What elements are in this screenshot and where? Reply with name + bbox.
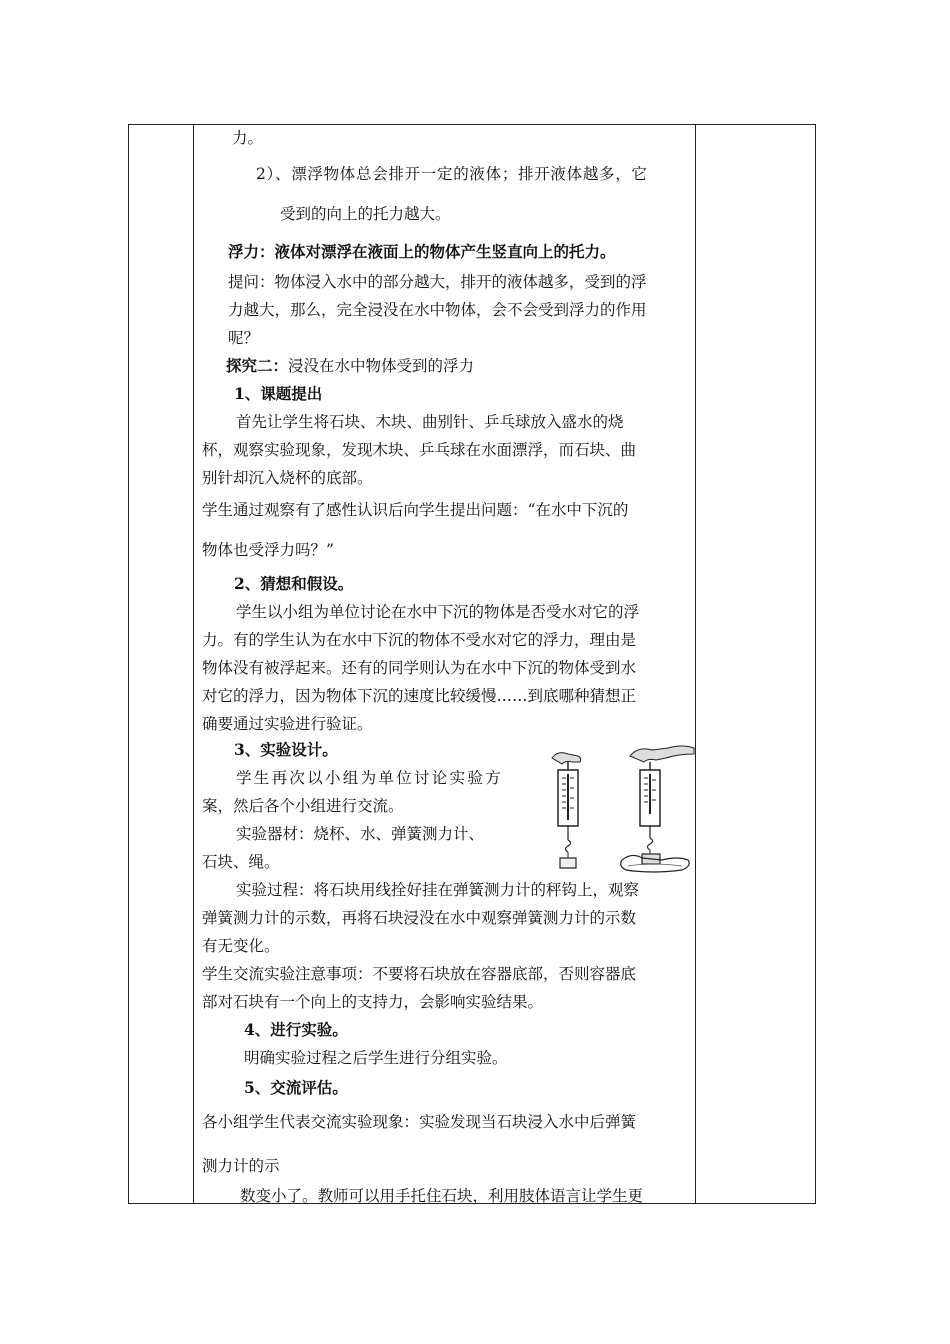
- text-line: 部对石块有一个向上的支持力，会影响实验结果。: [202, 993, 544, 1011]
- text-line: 物体没有被浮起来。还有的同学则认为在水中下沉的物体受到水: [202, 659, 637, 677]
- text-line: 学生以小组为单位讨论在水中下沉的物体是否受水对它的浮: [236, 603, 640, 621]
- text-line: 首先让学生将石块、木块、曲别针、乒乓球放入盛水的烧: [236, 413, 624, 431]
- text-line: 明确实验过程之后学生进行分组实验。: [244, 1049, 508, 1067]
- column-divider-left: [193, 125, 194, 1203]
- text-line: 力越大，那么，完全浸没在水中物体，会不会受到浮力的作用: [228, 301, 647, 319]
- text-line: 数变小了。教师可以用手托住石块，利用肢体语言让学生更: [240, 1187, 644, 1205]
- section-title: 浸没在水中物体受到的浮力: [288, 357, 475, 375]
- text-line: 案，然后各个小组进行交流。: [202, 797, 404, 815]
- text-line: 杯，观察实验现象，发现木块、乒乓球在水面漂浮，而石块、曲: [202, 441, 637, 459]
- section-heading: [226, 356, 474, 376]
- sub-heading: 4、进行实验。: [244, 1020, 348, 1039]
- text-line: 实验过程：将石块用线拴好挂在弹簧测力计的秤钩上，观察: [236, 881, 640, 899]
- text-line: 学生通过观察有了感性认识后向学生提出问题：“在水中下沉的: [202, 501, 629, 519]
- text-line: 对它的浮力，因为物体下沉的速度比较缓慢……到底哪种猜想正: [202, 687, 637, 705]
- text-line: 力。有的学生认为在水中下沉的物体不受水对它的浮力，理由是: [202, 631, 637, 649]
- text-line: 物体也受浮力吗？”: [202, 541, 334, 559]
- text-line: 石块、绳。: [202, 853, 280, 871]
- text-line: 各小组学生代表交流实验现象：实验发现当石块浸入水中后弹簧: [202, 1113, 637, 1131]
- text-line: 学生再次以小组为单位讨论实验方: [236, 769, 504, 787]
- sub-heading: 5、交流评估。: [244, 1078, 348, 1097]
- sub-heading: 2、猜想和假设。: [234, 574, 354, 593]
- text-line: 提问：物体浸入水中的部分越大，排开的液体越多，受到的浮: [228, 273, 647, 291]
- text-line: 有无变化。: [202, 937, 280, 955]
- text-line: 呢？: [228, 329, 260, 347]
- content-cell: [202, 124, 688, 1204]
- text-line: 学生交流实验注意事项：不要将石块放在容器底部，否则容器底: [202, 965, 637, 983]
- text-line: 测力计的示: [202, 1157, 280, 1175]
- sub-heading: 1、课题提出: [234, 384, 323, 403]
- text-line: 确要通过实验进行验证。: [202, 715, 373, 733]
- definition-line: 浮力：液体对漂浮在液面上的物体产生竖直向上的托力。: [228, 242, 616, 261]
- text-line: 力。: [232, 129, 264, 147]
- text-line: 别针却沉入烧杯的底部。: [202, 469, 373, 487]
- text-line: 受到的向上的托力越大。: [280, 205, 451, 223]
- section-label: 探究二：: [226, 356, 289, 375]
- sub-heading: 3、实验设计。: [234, 740, 338, 759]
- text-line: 实验器材：烧杯、水、弹簧测力计、: [236, 825, 485, 843]
- text-line: 弹簧测力计的示数，再将石块浸没在水中观察弹簧测力计的示数: [202, 909, 637, 927]
- column-divider-right: [695, 125, 696, 1203]
- text-line: 2）、漂浮物体总会排开一定的液体；排开液体越多，它: [256, 165, 648, 183]
- spring-scale-in-air-figure: [548, 748, 588, 872]
- spring-scale-in-water-figure: [612, 742, 696, 874]
